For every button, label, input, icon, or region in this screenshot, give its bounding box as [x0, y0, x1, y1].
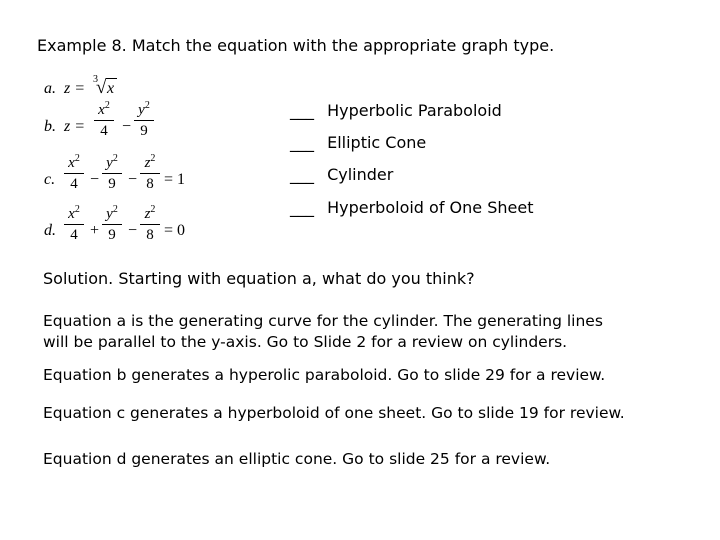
solution-intro: Solution. Starting with equation a, what do you think? [43, 269, 475, 288]
equation-d-label: d. [44, 222, 56, 239]
solution-b: Equation b generates a hyperolic paraboloid. Go to slide 29 for a review. [43, 366, 606, 384]
option-label: Cylinder [327, 165, 394, 184]
solution-c: Equation c generates a hyperboloid of one sheet. Go to slide 19 for review. [43, 404, 625, 422]
fraction-x2-over-4: $x^2$ 4 [94, 102, 114, 139]
option-hyperbolic-paraboloid [290, 101, 502, 120]
fraction-y2-over-9: $y^2$ 9 [134, 102, 154, 139]
equation-c-rhs: = 1 [164, 171, 186, 188]
solution-a-line1: Equation a is the generating curve for the cylinder. The generating lines [43, 312, 603, 330]
fraction-z2-over-8: $z^2$ 8 [140, 206, 160, 243]
solution-a-line2: will be parallel to the y-axis. Go to Slide 2 for a review on cylinders. [43, 333, 568, 351]
equation-d-rhs: = 0 [164, 222, 186, 239]
equation-d [44, 206, 204, 252]
option-cylinder [290, 165, 393, 184]
minus-operator: − [128, 171, 138, 188]
minus-operator: − [128, 222, 138, 239]
equation-c [44, 155, 204, 201]
option-label: Hyperboloid of One Sheet [327, 198, 534, 217]
page-title: Example 8. Match the equation with the appropriate graph type. [37, 36, 555, 55]
answer-blank: ___ [290, 198, 314, 217]
fraction-y2-over-9: $y^2$ 9 [102, 206, 122, 243]
fraction-x2-over-4: $x^2$ 4 [64, 155, 84, 192]
option-label: Hyperbolic Paraboloid [327, 101, 502, 120]
equation-a-label: a. [44, 80, 56, 97]
fraction-z2-over-8: $z^2$ 8 [140, 155, 160, 192]
option-hyperboloid-one-sheet [290, 198, 533, 217]
answer-blank: ___ [290, 101, 314, 120]
solution-d: Equation d generates an elliptic cone. Go to slide 25 for a review. [43, 450, 551, 468]
plus-operator: + [90, 222, 100, 239]
equation-a-radicand: x [107, 80, 115, 97]
equation-b-label: b. [44, 118, 56, 135]
root-index: 3 [93, 74, 98, 85]
option-elliptic-cone [290, 133, 426, 152]
radical-sign: √ [96, 77, 107, 98]
radical-overline [106, 78, 117, 79]
minus-operator: − [90, 171, 100, 188]
minus-operator: − [122, 118, 132, 135]
fraction-y2-over-9: $y^2$ 9 [102, 155, 122, 192]
fraction-x2-over-4: $x^2$ 4 [64, 206, 84, 243]
equation-c-label: c. [44, 171, 56, 188]
option-label: Elliptic Cone [327, 133, 427, 152]
equation-b-lhs: z = [64, 118, 86, 135]
equation-a-lhs: z = [64, 80, 86, 97]
answer-blank: ___ [290, 133, 314, 152]
answer-blank: ___ [290, 165, 314, 184]
equation-b [44, 102, 184, 148]
